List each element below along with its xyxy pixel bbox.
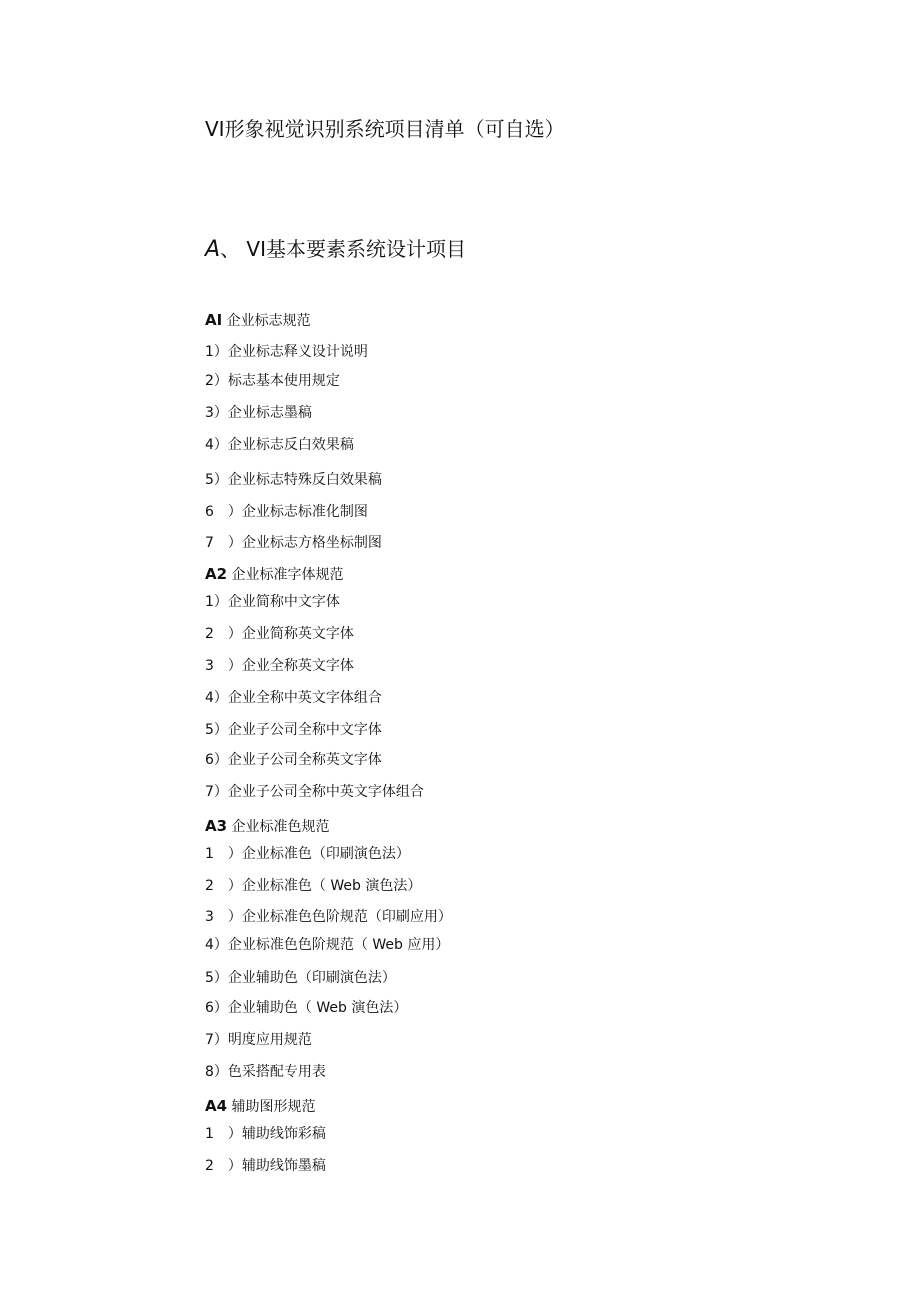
group-name: 企业标志规范 — [226, 313, 311, 329]
list-item: 3 ）企业标准色色阶规范（印刷应用） — [205, 909, 452, 925]
list-item: 1 ）企业标准色（印刷演色法） — [205, 846, 410, 862]
list-item: 1）企业标志释义设计说明 — [205, 344, 368, 360]
group-name: 企业标准色规范 — [231, 819, 330, 835]
list-item: 6）企业辅助色（ Web 演色法） — [205, 1000, 408, 1016]
list-item: 2 ）企业简称英文字体 — [205, 626, 354, 642]
group-code: A4 — [205, 1097, 228, 1115]
list-item: 6）企业子公司全称英文字体 — [205, 752, 382, 768]
list-item: 7）明度应用规范 — [205, 1032, 312, 1048]
list-item: 5）企业辅助色（印刷演色法） — [205, 970, 396, 986]
list-item: 5）企业标志特殊反白效果稿 — [205, 472, 382, 488]
list-item: 2）标志基本使用规定 — [205, 373, 340, 389]
list-item: 7 ）企业标志方格坐标制图 — [205, 535, 382, 551]
group-heading-a1 — [205, 311, 311, 330]
section-letter: A — [205, 237, 221, 262]
group-heading-a4 — [205, 1097, 316, 1116]
list-item: 1）企业简称中文字体 — [205, 594, 340, 610]
group-heading-a3 — [205, 817, 330, 836]
list-item: 3 ）企业全称英文字体 — [205, 658, 354, 674]
list-item: 2 ）企业标准色（ Web 演色法） — [205, 878, 422, 894]
group-code: AI — [205, 311, 223, 329]
list-item: 3）企业标志墨稿 — [205, 405, 312, 421]
section-heading-a — [205, 237, 466, 263]
section-title: 、 VI基本要素系统设计项目 — [220, 237, 466, 261]
list-item: 2 ）辅助线饰墨稿 — [205, 1158, 326, 1174]
group-name: 辅助图形规范 — [231, 1099, 316, 1115]
list-item: 4）企业全称中英文字体组合 — [205, 690, 382, 706]
list-item: 7）企业子公司全称中英文字体组合 — [205, 784, 424, 800]
list-item: 4）企业标志反白效果稿 — [205, 437, 354, 453]
list-item: 1 ）辅助线饰彩稿 — [205, 1126, 326, 1142]
list-item: 6 ）企业标志标准化制图 — [205, 504, 368, 520]
group-code: A3 — [205, 817, 228, 835]
page-title: VI形象视觉识别系统项目清单（可自选） — [205, 117, 565, 141]
list-item: 5）企业子公司全称中文字体 — [205, 722, 382, 738]
group-heading-a2 — [205, 565, 344, 584]
list-item: 8）色采搭配专用表 — [205, 1064, 326, 1080]
group-code: A2 — [205, 565, 228, 583]
list-item: 4）企业标准色色阶规范（ Web 应用） — [205, 937, 450, 953]
group-name: 企业标准字体规范 — [231, 567, 344, 583]
